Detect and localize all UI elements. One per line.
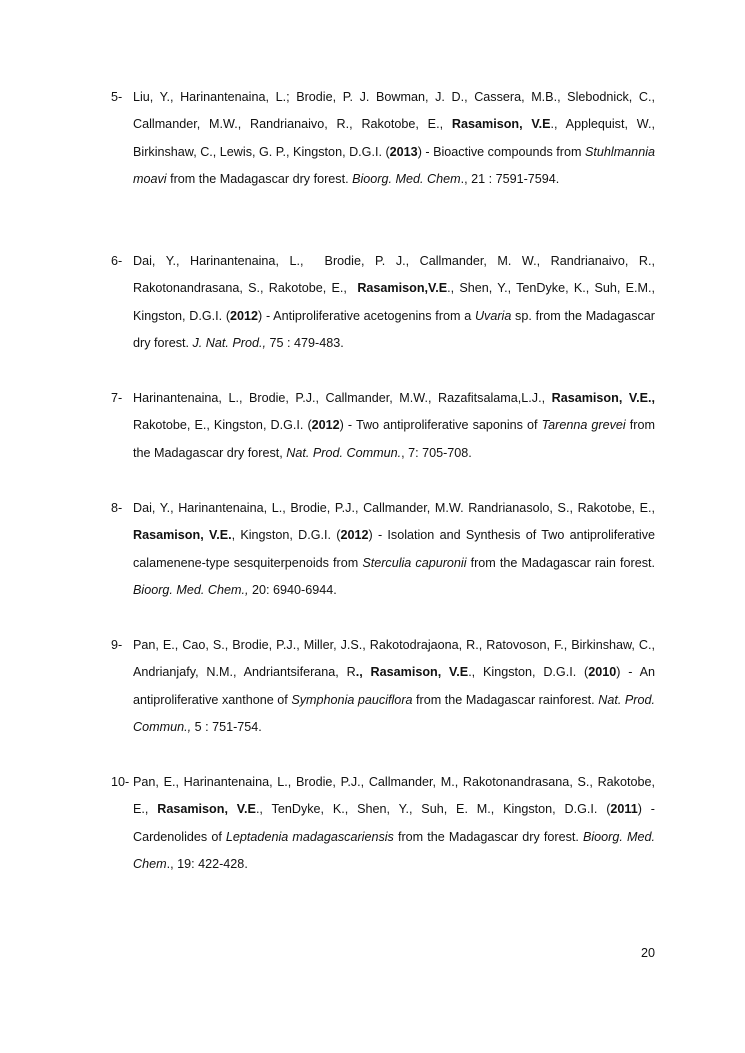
citation-text: ., TenDyke, K., Shen, Y., Suh, E. M., Kingston, D.G.I. ( [255, 802, 611, 817]
citation-text: 5 : 751-754. [191, 720, 262, 735]
author-highlight: ., Rasamison, V.E [355, 665, 469, 680]
reference-number: 9- [111, 638, 123, 652]
author-highlight: 2011 [610, 802, 638, 817]
citation-text: ) - An antiproliferative xanthone of [133, 665, 655, 707]
italic-text: Nat. Prod. Commun., [133, 692, 655, 735]
reference-number: 6- [111, 254, 123, 268]
citation-text: from the Madagascar rain forest. [466, 555, 655, 570]
author-highlight: Rasamison, V.E., [551, 391, 655, 405]
reference-number: 7- [111, 391, 123, 405]
citation-text: Harinantenaina, L., Brodie, P.J., Callmander, M.W., Razafitsalama,L.J., [133, 391, 552, 405]
page-number: 20 [640, 946, 655, 960]
reference-7 [111, 385, 655, 467]
citation-text: from the Madagascar rainforest. [412, 692, 599, 707]
citation-text: sp. from the Madagascar dry forest. [133, 308, 655, 351]
reference-text [133, 495, 655, 605]
reference-text [133, 632, 655, 742]
reference-text [133, 248, 655, 358]
reference-9 [111, 632, 655, 742]
author-highlight: 2012 [311, 418, 340, 433]
citation-text: from the Madagascar dry forest. [166, 172, 353, 187]
author-highlight: Rasamison,V.E [357, 281, 448, 296]
author-highlight: Rasamison, V.E [157, 802, 256, 817]
italic-text: Leptadenia madagascariensis [225, 829, 394, 844]
citation-text: ., Shen, Y., TenDyke, K., Suh, E.M., Kingston, D.G.I. ( [133, 281, 655, 323]
italic-text: Bioorg. Med. Chem [133, 829, 655, 872]
citation-text: Dai, Y., Harinantenaina, L., Brodie, P. J., Callmander, M. W., Randrianaivo, R., Rakotonandrasana, S., Rakotobe, E., [133, 254, 655, 296]
author-highlight: 2012 [340, 528, 369, 543]
citation-text: Pan, E., Cao, S., Brodie, P.J., Miller, J.S., Rakotodrajaona, R., Ratovoson, F., Birkinshaw, C., Andrianjafy, N.M., Andriantsiferana, R [133, 638, 655, 680]
author-highlight: 2013 [389, 144, 418, 159]
reference-text [133, 84, 655, 194]
citation-text: 75 : 479-483. [266, 336, 344, 351]
citation-text: ) - Isolation and Synthesis of Two antiproliferative calamenene-type sesquiterpenoids from [133, 528, 655, 570]
citation-text: ., 19: 422-428. [166, 857, 248, 872]
citation-text: , Kingston, D.G.I. ( [231, 528, 341, 543]
citation-text: , 7: 705-708. [401, 445, 472, 460]
citation-text: Liu, Y., Harinantenaina, L.; Brodie, P. J. Bowman, J. D., Cassera, M.B., Slebodnick, C., Callmander, M.W., Randrianaivo, R., Rakotobe, E., [133, 90, 655, 132]
author-highlight: Rasamison, V.E [451, 117, 551, 132]
italic-text: Nat. Prod. Commun. [286, 445, 402, 460]
citation-text: from the Madagascar dry forest. [393, 829, 583, 844]
citation-text: Dai, Y., Harinantenaina, L., Brodie, P.J., Callmander, M.W. Randrianasolo, S., Rakotobe, E., [133, 501, 655, 515]
citation-text: Rakotobe, E., Kingston, D.G.I. ( [133, 418, 312, 433]
reference-text [133, 385, 655, 467]
italic-text: Sterculia capuronii [362, 555, 467, 570]
citation-text: ., 21 : 7591-7594. [460, 172, 560, 187]
italic-text: Bioorg. Med. Chem., [133, 583, 249, 598]
italic-text: J. Nat. Prod., [192, 336, 266, 351]
citation-text: ) - Antiproliferative acetogenins from a [258, 308, 475, 323]
citation-text: ) - Two antiproliferative saponins of [339, 418, 542, 433]
reference-10 [111, 769, 655, 879]
citation-text: ., Applequist, W., Birkinshaw, C., Lewis, G. P., Kingston, D.G.I. ( [133, 117, 655, 159]
reference-5 [111, 84, 655, 194]
italic-text: Tarenna grevei [541, 418, 626, 433]
citation-text: 20: 6940-6944. [248, 583, 337, 598]
citation-text: from the Madagascar dry forest, [133, 418, 655, 460]
reference-number: 8- [111, 501, 123, 515]
reference-6 [111, 248, 655, 358]
italic-text: Uvaria [474, 308, 512, 323]
reference-number: 5- [111, 90, 123, 104]
citation-text: ) - Cardenolides of [133, 802, 655, 844]
citation-text: ., Kingston, D.G.I. ( [468, 665, 589, 680]
citation-text: ) - Bioactive compounds from [417, 144, 585, 159]
citation-text: Pan, E., Harinantenaina, L., Brodie, P.J., Callmander, M., Rakotonandrasana, S., Rakotobe, E., [133, 775, 655, 817]
author-highlight: 2010 [588, 665, 617, 680]
italic-text: Bioorg. Med. Chem [352, 172, 461, 187]
author-highlight: 2012 [230, 308, 259, 323]
italic-text: Stuhlmannia moavi [133, 144, 655, 187]
reference-8 [111, 495, 655, 605]
reference-number: 10- [111, 775, 130, 789]
reference-text [133, 769, 655, 879]
author-highlight: Rasamison, V.E. [133, 528, 232, 543]
italic-text: Symphonia pauciflora [291, 692, 413, 707]
